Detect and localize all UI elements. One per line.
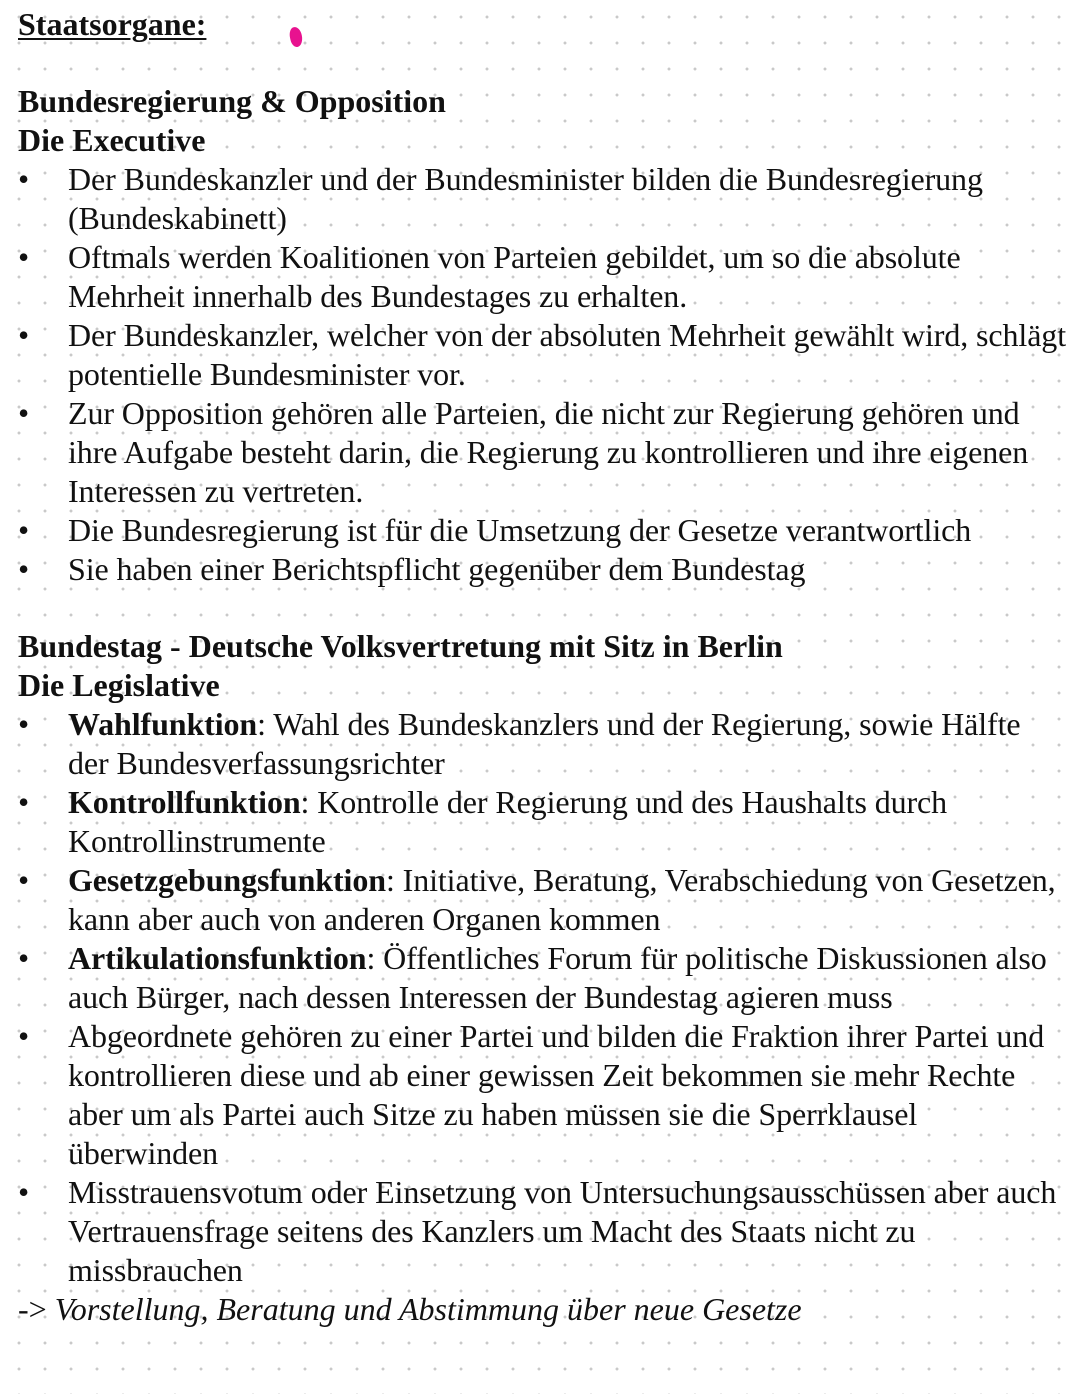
list-item: • Abgeordnete gehören zu einer Partei und bilden die Fraktion ihrer Partei und kontrollieren diese und ab einer gewissen Zeit bekommen sie mehr Rechte aber um als Partei auch Sitze zu haben müssen sie die Sperrklausel überwinden bbox=[18, 1018, 1045, 1171]
function-term: Kontrollfunktion bbox=[68, 784, 301, 820]
section-spacer bbox=[18, 589, 1068, 627]
bullet-icon: • bbox=[18, 940, 30, 976]
list-item: • Artikulationsfunktion: Öffentliches Forum für politische Diskussionen also auch Bürger, nach dessen Interessen der Bundestag agieren muss bbox=[18, 940, 1047, 1015]
bullet-icon: • bbox=[18, 512, 30, 548]
function-term: Wahlfunktion bbox=[68, 706, 258, 742]
list-item: • Wahlfunktion: Wahl des Bundeskanzlers und der Regierung, sowie Hälfte der Bundesverfassungsrichter bbox=[18, 706, 1021, 781]
summary-note-text: Vorstellung, Beratung und Abstimmung über neue Gesetze bbox=[54, 1291, 802, 1327]
summary-note bbox=[18, 1290, 1068, 1329]
list-item: • Gesetzgebungsfunktion: Initiative, Beratung, Verabschiedung von Gesetzen, kann aber auch von anderen Organen kommen bbox=[18, 862, 1056, 937]
bullet-icon: • bbox=[18, 239, 30, 275]
arrow-glyph: -> bbox=[18, 1291, 47, 1327]
section-subheading-legislative: Die Legislative bbox=[18, 667, 220, 703]
bullet-icon: • bbox=[18, 784, 30, 820]
section-heading-bundesregierung: Bundesregierung & Opposition bbox=[18, 83, 446, 119]
bullet-list-executive bbox=[18, 160, 1068, 589]
bullet-icon: • bbox=[18, 395, 30, 431]
list-item: • Kontrollfunktion: Kontrolle der Regierung und des Haushalts durch Kontrollinstrumente bbox=[18, 784, 948, 859]
list-item: • Misstrauensvotum oder Einsetzung von Untersuchungsausschüssen aber auch Vertrauensfrage seitens des Kanzlers um Macht des Staats nicht zu missbrauchen bbox=[18, 1174, 1057, 1288]
list-item: • Die Bundesregierung ist für die Umsetzung der Gesetze verantwortlich bbox=[18, 512, 972, 548]
list-item: • Der Bundeskanzler und der Bundesminister bilden die Bundesregierung (Bundeskabinett) bbox=[18, 161, 983, 236]
bullet-icon: • bbox=[18, 1174, 30, 1210]
section-subheading-executive: Die Executive bbox=[18, 122, 206, 158]
function-term: Gesetzgebungsfunktion bbox=[68, 862, 386, 898]
page-title: Staatsorgane: bbox=[18, 6, 207, 42]
bullet-list-legislative bbox=[18, 705, 1068, 1290]
list-item: • Sie haben einer Berichtspflicht gegenüber dem Bundestag bbox=[18, 551, 806, 587]
bullet-icon: • bbox=[18, 1018, 30, 1054]
bullet-icon: • bbox=[18, 161, 30, 197]
bullet-icon: • bbox=[18, 862, 30, 898]
list-item: • Oftmals werden Koalitionen von Parteien gebildet, um so die absolute Mehrheit innerhalb des Bundestages zu erhalten. bbox=[18, 239, 961, 314]
document-page bbox=[18, 4, 1068, 1329]
bullet-icon: • bbox=[18, 317, 30, 353]
function-term: Artikulationsfunktion bbox=[68, 940, 367, 976]
bullet-icon: • bbox=[18, 551, 30, 587]
bullet-icon: • bbox=[18, 706, 30, 742]
list-item: • Der Bundeskanzler, welcher von der absoluten Mehrheit gewählt wird, schlägt potentielle Bundesminister vor. bbox=[18, 317, 1067, 392]
section-heading-bundestag: Bundestag - Deutsche Volksvertretung mit Sitz in Berlin bbox=[18, 628, 783, 664]
list-item: • Zur Opposition gehören alle Parteien, die nicht zur Regierung gehören und ihre Aufgabe besteht darin, die Regierung zu kontrollieren und ihre eigenen Interessen zu vertreten. bbox=[18, 395, 1029, 509]
